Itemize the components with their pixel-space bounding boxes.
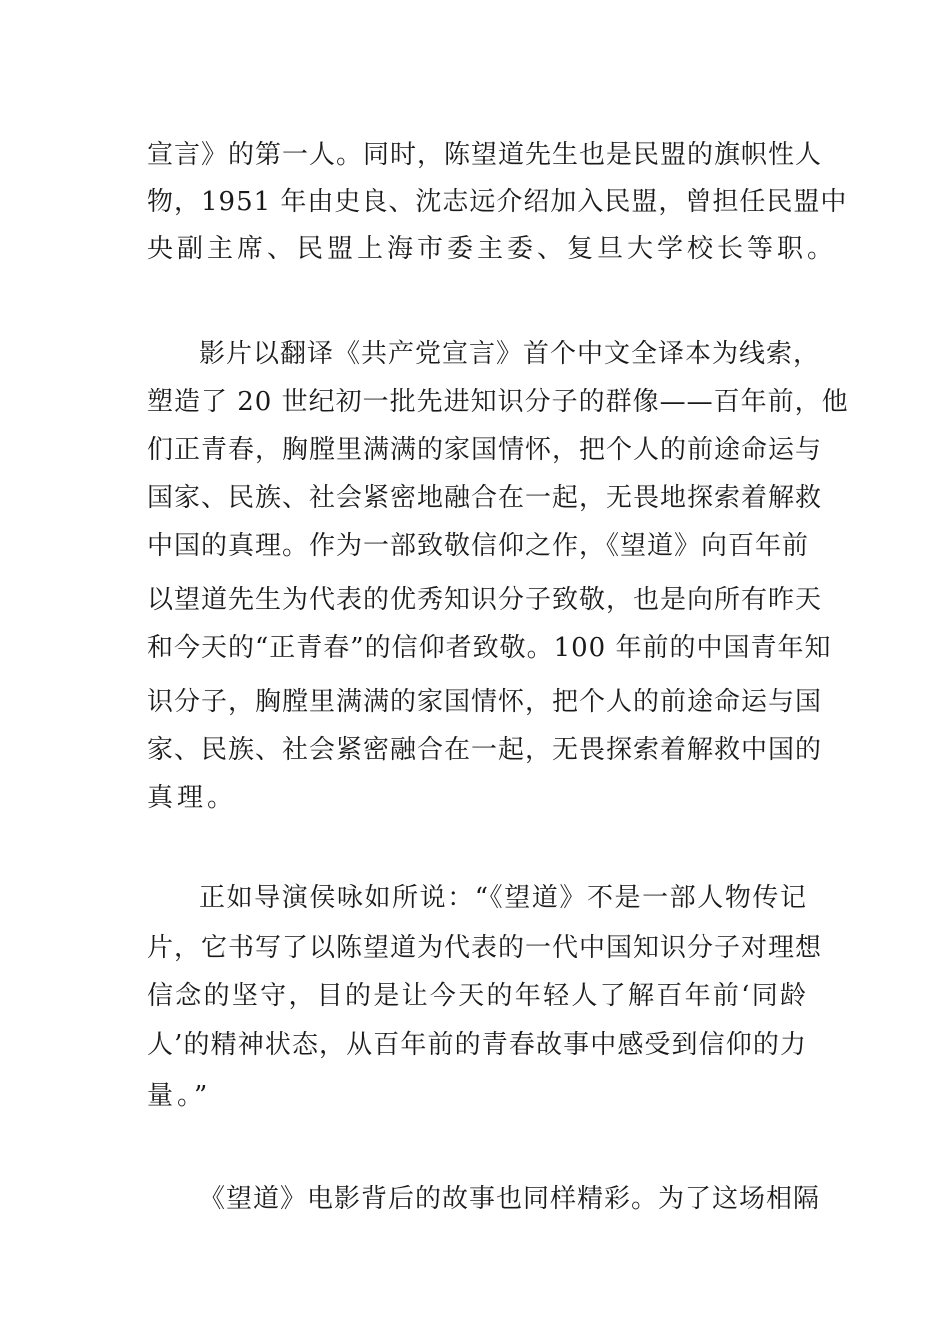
- paragraph-line: 塑造了 20 世纪初一批先进知识分子的群像——百年前，他: [147, 387, 849, 417]
- paragraph-line: 人’的精神状态，从百年前的青春故事中感受到信仰的力: [147, 1030, 807, 1060]
- paragraph-line: 识分子，胸膛里满满的家国情怀，把个人的前途命运与国: [147, 687, 823, 717]
- paragraph-line: 量。”: [147, 1081, 212, 1111]
- paragraph-line: 宣言》的第一人。同时，陈望道先生也是民盟的旗帜性人: [147, 140, 823, 170]
- paragraph-line: 国家、民族、社会紧密地融合在一起，无畏地探索着解救: [147, 483, 823, 513]
- paragraph-line: 家、民族、社会紧密融合在一起，无畏探索着解救中国的: [147, 735, 823, 765]
- paragraph-line: 物，1951 年由史良、沈志远介绍加入民盟，曾担任民盟中: [147, 187, 848, 217]
- paragraph-line: 中国的真理。作为一部致敬信仰之作，《望道》向百年前: [147, 531, 810, 561]
- paragraph-line: 信念的坚守，目的是让今天的年轻人了解百年前‘同龄: [147, 981, 807, 1011]
- paragraph-line: 以望道先生为代表的优秀知识分子致敬，也是向所有昨天: [147, 585, 823, 615]
- paragraph-line: 和今天的“正青春”的信仰者致敬。100 年前的中国青年知: [147, 633, 832, 663]
- paragraph-line: 正如导演侯咏如所说：“《望道》不是一部人物传记: [199, 883, 807, 913]
- paragraph-line: 影片以翻译《共产党宣言》首个中文全译本为线索，: [199, 339, 821, 369]
- paragraph-line: 真理。: [147, 783, 238, 813]
- paragraph-line: 片，它书写了以陈望道为代表的一代中国知识分子对理想: [147, 933, 823, 963]
- paragraph-line: 们正青春，胸膛里满满的家国情怀，把个人的前途命运与: [147, 435, 823, 465]
- paragraph-line: 央副主席、民盟上海市委主委、复旦大学校长等职。: [147, 234, 838, 264]
- paragraph-line: 《望道》电影背后的故事也同样精彩。为了这场相隔: [199, 1184, 821, 1214]
